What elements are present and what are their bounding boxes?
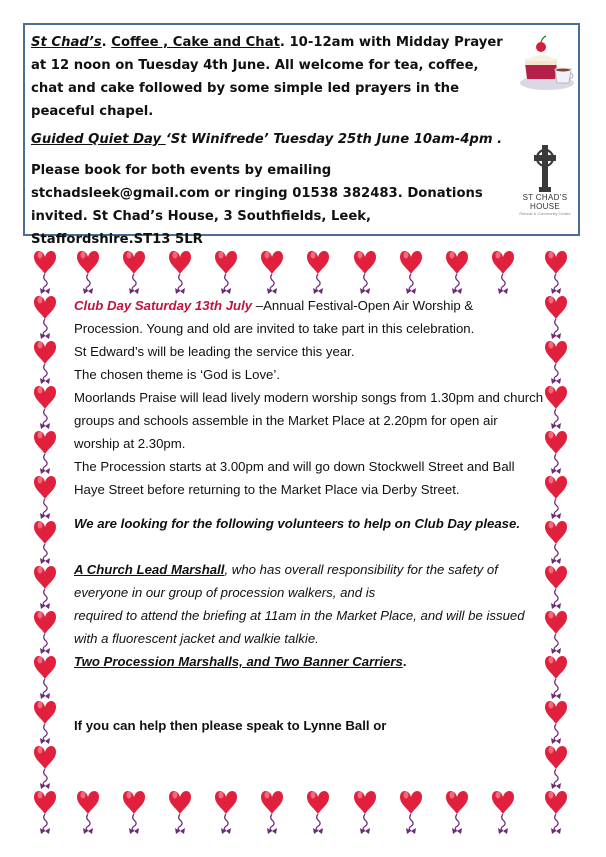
quiet-day-title: Guided Quiet Day <box>31 132 166 147</box>
heart-balloon-icon <box>492 251 514 294</box>
volunteers-request: We are looking for the following volunteers to help on Club Day please. <box>74 516 520 531</box>
coffee-event: St Chad’s. Coffee , Cake and Chat. 10-12am with Midday Prayer at 12 noon on Tuesday 4th June. All welcome for tea, coffee, chat and cake followed by some simple led prayers in the peaceful chapel. <box>31 35 503 119</box>
heart-balloon-icon <box>354 251 376 294</box>
coffee-title: Coffee , Cake and Chat <box>111 35 280 50</box>
procession-roles: Two Procession Marshalls, and Two Banner Carriers. <box>74 654 407 669</box>
procession-roles-title: Two Procession Marshalls, and Two Banner Carriers <box>74 654 403 669</box>
heart-balloon-icon <box>77 251 99 294</box>
logo-small-text: Retreat & Community Centre <box>519 211 571 216</box>
heart-balloon-icon <box>261 251 283 294</box>
heart-balloon-icon <box>307 251 329 294</box>
service-leader: St Edward’s will be leading the service this year. <box>74 344 355 359</box>
lead-marshall-briefing: required to attend the briefing at 11am in the Market Place, and will be issued with a fluorescent jacket and walkie talkie. <box>74 608 525 646</box>
top-heart-row <box>34 251 567 294</box>
heart-balloon-icon <box>34 251 56 294</box>
contact-line: If you can help then please speak to Lynne Ball or <box>74 718 387 733</box>
right-heart-column <box>545 296 567 789</box>
theme: The chosen theme is ‘God is Love’. <box>74 367 280 382</box>
logo-line-1: ST CHAD’S <box>522 193 568 202</box>
booking-info: Please book for both events by emailing stchadsleek@gmail.com or ringing 01538 382483. Donations invited. St Chad’s House, 3 Southfields, Leek, Staffordshire.ST13 5LR <box>31 163 483 247</box>
club-day-intro: Club Day Saturday 13th July –Annual Festival-Open Air Worship & Procession. Young and old are invited to take part in this celebration. <box>74 298 475 336</box>
heart-balloon-icon <box>400 251 422 294</box>
logo-line-2: HOUSE <box>530 202 560 211</box>
st-chads-label: St Chad’s <box>31 35 102 50</box>
heart-balloon-icon <box>123 251 145 294</box>
club-day-notice <box>74 294 544 737</box>
procession-route: The Procession starts at 3.00pm and will go down Stockwell Street and Ball Haye Street before returning to the Market Place via Derby Street. <box>74 459 515 497</box>
left-heart-column <box>34 296 56 789</box>
heart-balloon-icon <box>215 251 237 294</box>
lead-marshall-title: A Church Lead Marshall <box>74 562 225 577</box>
quiet-day-event: Guided Quiet Day ‘St Winifrede’ Tuesday 25th June 10am-4pm . <box>31 132 503 147</box>
heart-balloon-icon <box>545 251 567 294</box>
lead-marshall-role: A Church Lead Marshall, who has overall responsibility for the safety of everyone in our group of procession walkers, and is <box>74 562 498 600</box>
heart-balloon-icon <box>169 251 191 294</box>
club-day-title: Club Day Saturday 13th July <box>74 298 256 313</box>
bottom-heart-row <box>34 791 567 834</box>
heart-balloon-icon <box>446 251 468 294</box>
worship-schedule: Moorlands Praise will lead lively modern worship songs from 1.30pm and church groups and schools assemble in the Market Place at 2.20pm for open air worship at 2.30pm. <box>74 390 544 451</box>
